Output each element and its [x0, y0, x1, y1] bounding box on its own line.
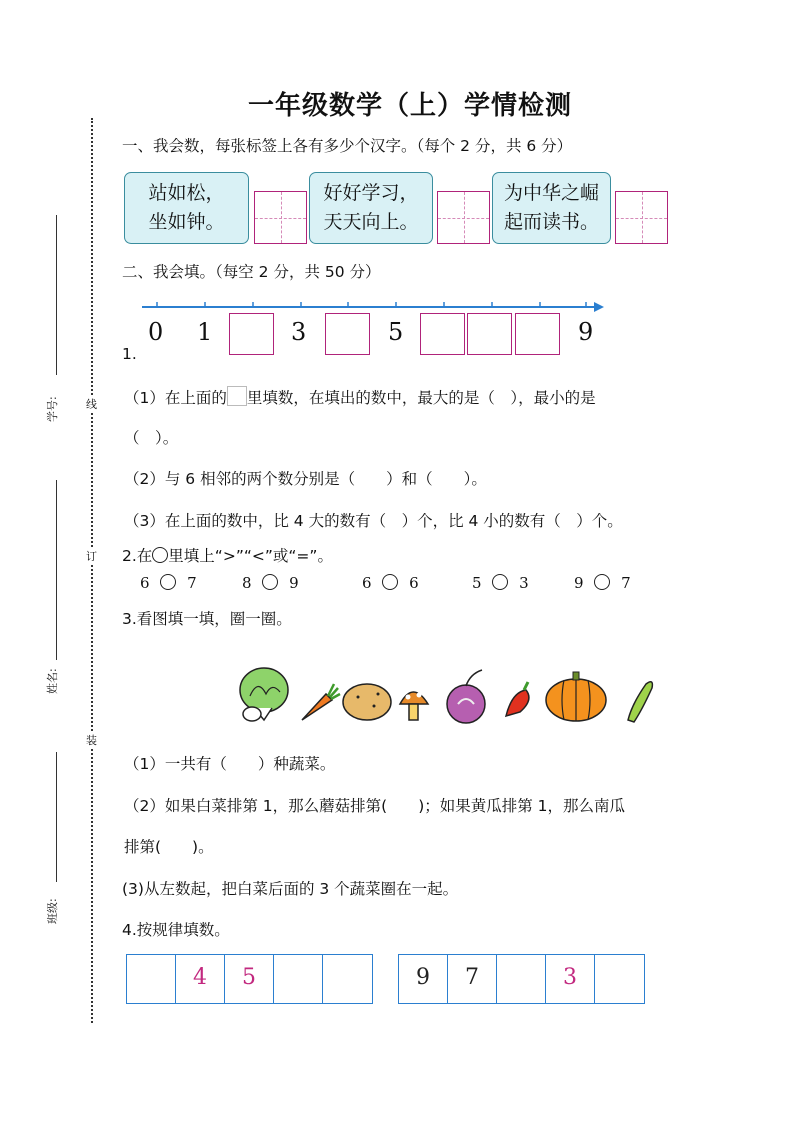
answer-box-1[interactable] — [254, 191, 307, 244]
sequence-cell[interactable] — [497, 955, 546, 1003]
card-line: 天天向上。 — [323, 211, 419, 233]
q1-part2-text: （2）与 6 相邻的两个数分别是（ ）和（ ）。 — [124, 470, 487, 488]
card-line: 站如松， — [148, 182, 225, 204]
label-card-2 — [309, 172, 433, 244]
compare-left: 8 — [242, 574, 252, 592]
pumpkin-icon — [546, 672, 606, 721]
numberline-value-3: 3 — [291, 318, 307, 346]
compare-item — [140, 574, 197, 592]
q2-text — [122, 544, 333, 566]
sequence-cell: 9 — [399, 955, 448, 1003]
xian-label: 线 — [86, 398, 97, 411]
answer-box-3[interactable] — [615, 191, 668, 244]
sequence-cell: 5 — [225, 955, 274, 1003]
onion-icon — [447, 670, 485, 723]
label-card-1 — [124, 172, 249, 244]
ding-label: 订 — [86, 550, 97, 563]
xuehao-answer-line — [56, 215, 57, 375]
q3-part1: （1）一共有（ ）种蔬菜。 — [124, 755, 336, 773]
numberline-blank-box[interactable] — [515, 313, 560, 355]
card-line: 好好学习， — [323, 182, 419, 204]
label-card-3 — [492, 172, 611, 244]
compare-right: 6 — [409, 574, 419, 592]
xingming-answer-line — [56, 480, 57, 660]
question-1-number: 1. — [122, 345, 137, 363]
sequence-cell[interactable] — [274, 955, 323, 1003]
compare-circle[interactable] — [382, 574, 398, 590]
q3-part2: （2）如果白菜排第 1，那么蘑菇排第( )；如果黄瓜排第 1，那么南瓜 — [124, 797, 626, 815]
vegetable-row — [236, 664, 666, 728]
section2-heading: 二、我会填。（每空 2 分，共 50 分） — [122, 263, 381, 281]
numberline-blank-box[interactable] — [229, 313, 274, 355]
compare-item — [574, 574, 631, 592]
compare-circle[interactable] — [262, 574, 278, 590]
compare-left: 6 — [362, 574, 372, 592]
numberline-value-9: 9 — [578, 318, 594, 346]
small-box-icon — [227, 386, 247, 406]
numberline-blank-box[interactable] — [325, 313, 370, 355]
compare-right: 3 — [519, 574, 529, 592]
q1-part3-text: （3）在上面的数中，比 4 大的数有（ ）个，比 4 小的数有（ ）个。 — [124, 512, 623, 530]
page-title: 一年级数学（上）学情检测 — [247, 91, 572, 121]
mushroom-icon — [400, 692, 428, 720]
q1-part1-text — [124, 386, 596, 408]
banji-label: 班级: — [46, 898, 59, 924]
compare-item — [242, 574, 299, 592]
compare-circle[interactable] — [594, 574, 610, 590]
q4-text: 4.按规律填数。 — [122, 921, 230, 939]
compare-circle[interactable] — [160, 574, 176, 590]
sequence-cell[interactable] — [323, 955, 372, 1003]
cabbage-icon — [240, 668, 288, 721]
card-line: 坐如钟。 — [148, 211, 225, 233]
compare-right: 9 — [289, 574, 299, 592]
q1-part1-a: （1）在上面的 — [124, 389, 227, 407]
compare-right: 7 — [187, 574, 197, 592]
circle-icon — [152, 547, 168, 563]
answer-box-2[interactable] — [437, 191, 490, 244]
xuehao-label: 学号: — [46, 396, 59, 422]
chili-icon — [506, 682, 529, 716]
card-line: 起而读书。 — [503, 211, 599, 233]
potato-icon — [343, 684, 391, 720]
q3-part2-cont: 排第( )。 — [124, 838, 214, 856]
sequence-grid-1 — [126, 954, 373, 1004]
compare-circle[interactable] — [492, 574, 508, 590]
compare-left: 9 — [574, 574, 584, 592]
compare-left: 5 — [472, 574, 482, 592]
compare-item — [362, 574, 419, 592]
compare-right: 7 — [621, 574, 631, 592]
sequence-cell: 7 — [448, 955, 497, 1003]
numberline-blank-box[interactable] — [467, 313, 512, 355]
numberline-value-5: 5 — [388, 318, 404, 346]
q3-part3: (3)从左数起，把白菜后面的 3 个蔬菜圈在一起。 — [122, 880, 459, 898]
cucumber-icon — [628, 682, 652, 722]
q3-text: 3.看图填一填，圈一圈。 — [122, 610, 292, 628]
numberline-value-0: 0 — [148, 318, 164, 346]
q1-part1-cont: （ ）。 — [124, 429, 179, 447]
banji-answer-line — [56, 752, 57, 882]
numberline-blank-box[interactable] — [420, 313, 465, 355]
xingming-label: 姓名: — [46, 668, 59, 694]
carrot-icon — [302, 684, 340, 720]
sequence-cell: 3 — [546, 955, 595, 1003]
numberline-value-1: 1 — [197, 318, 213, 346]
sequence-grid-2 — [398, 954, 645, 1004]
card-line: 为中华之崛 — [503, 182, 599, 204]
compare-left: 6 — [140, 574, 150, 592]
q2-a: 2.在 — [122, 547, 153, 565]
sequence-cell[interactable] — [595, 955, 644, 1003]
binding-dotted-line — [91, 118, 93, 1023]
compare-item — [472, 574, 529, 592]
sequence-cell[interactable] — [127, 955, 176, 1003]
section1-heading: 一、我会数，每张标签上各有多少个汉字。（每个 2 分，共 6 分） — [122, 137, 573, 155]
q2-b: 里填上“>”“<”或“=”。 — [168, 547, 333, 565]
q1-part1-b: 里填数，在填出的数中，最大的是（ ），最小的是 — [246, 389, 596, 407]
sequence-cell: 4 — [176, 955, 225, 1003]
zhuang-label: 装 — [86, 734, 97, 747]
